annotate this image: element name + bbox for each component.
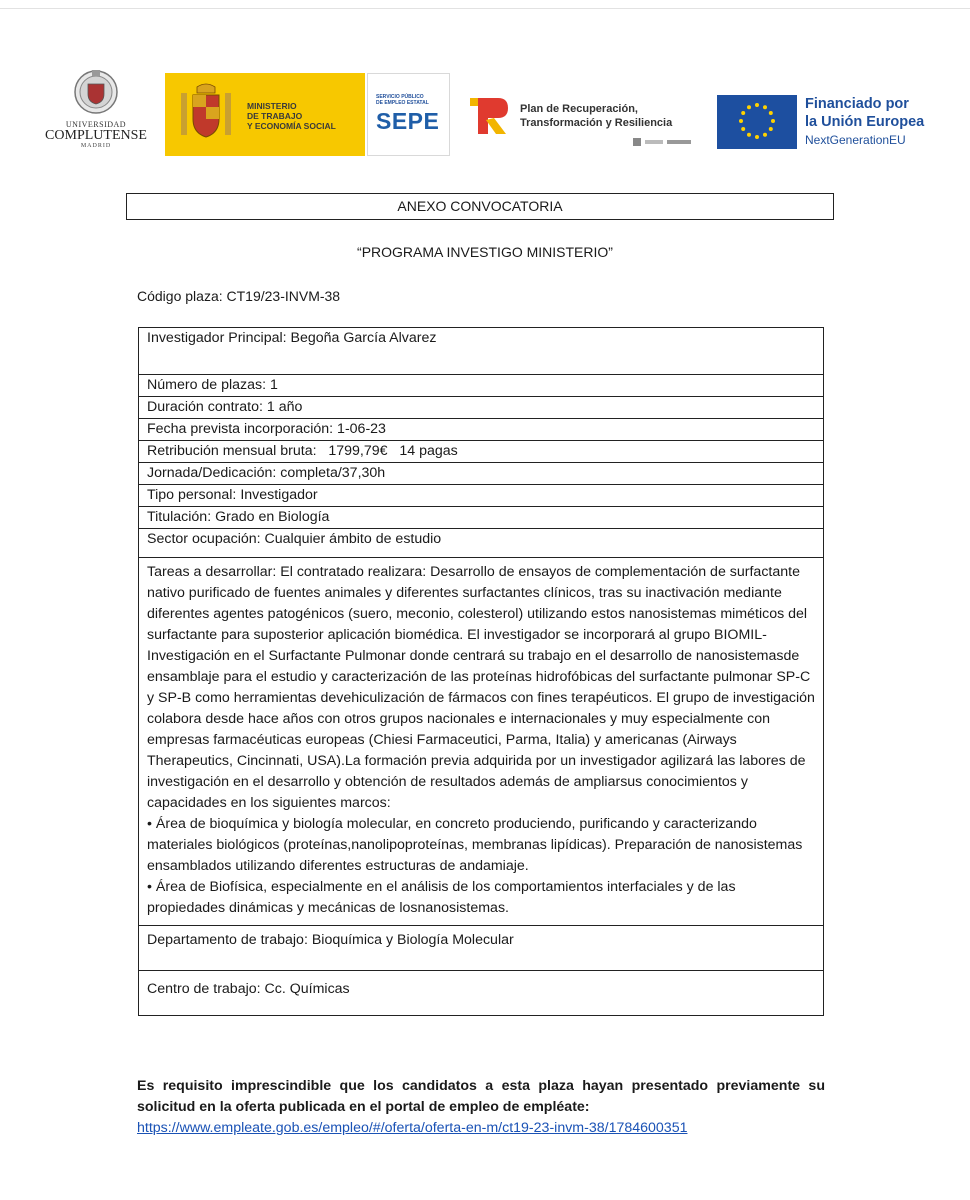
tareas-bullet-1: • Área de bioquímica y biología molecular, en concreto produciendo, purificando y caracterizando materiales biológicos (proteínas,nanolipoproteínas, membranas lipídicas). Preparación de nanosistemas ensamblados utilizando diferentes estructuras de andamiaje. (147, 816, 803, 874)
table-row (139, 971, 824, 1016)
sepe-logo (367, 73, 450, 156)
tareas-cell (139, 558, 824, 926)
investigador-cell: Investigador Principal: Begoña García Alvarez (139, 328, 824, 375)
table-row (139, 529, 824, 558)
eu-logo (717, 95, 947, 155)
sepe-subtitle: SERVICIO PÚBLICO DE EMPLEO ESTATAL (376, 94, 429, 106)
ministerio-text: MINISTERIO DE TRABAJO Y ECONOMÍA SOCIAL (247, 101, 336, 131)
prtr-logo (468, 92, 708, 152)
table-row (139, 926, 824, 971)
codigo-plaza: Código plaza: CT19/23-INVM-38 (137, 288, 341, 304)
top-divider (0, 8, 970, 9)
departamento-cell: Departamento de trabajo: Bioquímica y Biología Molecular (139, 926, 824, 971)
duracion-cell: Duración contrato: 1 año (139, 397, 824, 419)
gobierno-mini-icon (633, 137, 693, 147)
table-row (139, 419, 824, 441)
table-row (139, 397, 824, 419)
sector-cell: Sector ocupación: Cualquier ámbito de estudio (139, 529, 824, 558)
titulacion-cell: Titulación: Grado en Biología (139, 507, 824, 529)
prtr-r-icon (468, 94, 512, 138)
eu-flag-icon (717, 95, 797, 149)
fecha-cell: Fecha prevista incorporación: 1-06-23 (139, 419, 824, 441)
plazas-cell: Número de plazas: 1 (139, 375, 824, 397)
eu-text: Financiado por la Unión Europea NextGenerationEU (805, 96, 925, 147)
coat-of-arms-icon (177, 83, 235, 145)
prtr-text: Plan de Recuperación, Transformación y Resiliencia (520, 103, 673, 129)
job-details-table (138, 327, 824, 1016)
table-row (139, 507, 824, 529)
table-row (139, 463, 824, 485)
ministerio-logo (165, 73, 365, 156)
ucm-logo (40, 66, 152, 166)
table-row (139, 558, 824, 926)
table-row (139, 375, 824, 397)
centro-cell: Centro de trabajo: Cc. Químicas (139, 971, 824, 1016)
ucm-line2: COMPLUTENSE (45, 128, 147, 143)
sepe-wordmark: SEPE (376, 108, 440, 134)
ucm-line1: UNIVERSIDAD (65, 120, 127, 129)
table-row (139, 485, 824, 507)
tareas-text: Tareas a desarrollar: El contratado realizara: Desarrollo de ensayos de complementación de surfactante nativo purificado de fuentes animales y diferentes surfactantes clínicos, tras su inactivación mediante diferentes agentes patogénicos (suero, meconio, colesterol) utilizando estos nanosistemas miméticos del surfactante para suposterior aplicación biomédica. El investigador se incorporará al grupo BIOMIL- Investigación en el Surfactante Pulmonar donde centrará su trabajo en el desarrollo de nanosistemasde ensamblaje para el estudio y caracterización de las proteínas hidrofóbicas del surfactante pulmonar SP-C y SP-B como herramientas devehiculización de fármacos con fines terapéuticos. El grupo de investigación colabora desde hace años con otros grupos nacionales e internacionales y muy especialmente con empresas farmacéuticas europeas (Chiesi Farmaceutici, Parma, Italia) y americanas (Airways Therapeutics, Cincinnati, USA).La formación previa adquirida por un investigador agilizará las labores de investigación en el desarrollo y obtención de resultados además de ampliarsus conocimientos y capacidades en los siguientes marcos: (147, 564, 815, 811)
ucm-line3: MADRID (80, 143, 112, 149)
jornada-cell: Jornada/Dedicación: completa/37,30h (139, 463, 824, 485)
retribucion-cell: Retribución mensual bruta: 1799,79€ 14 pagas (139, 441, 824, 463)
tareas-bullet-2: • Área de Biofísica, especialmente en el análisis de los comportamientos interfaciales y de las propiedades dinámicas y mecánicas de losnanosistemas. (147, 879, 736, 916)
anexo-title-box: ANEXO CONVOCATORIA (126, 193, 834, 220)
programa-title: “PROGRAMA INVESTIGO MINISTERIO” (357, 244, 613, 260)
tipo-cell: Tipo personal: Investigador (139, 485, 824, 507)
table-row (139, 328, 824, 375)
table-row (139, 441, 824, 463)
empleate-link[interactable]: https://www.empleate.gob.es/empleo/#/oferta/oferta-en-m/ct19-23-invm-38/1784600351 (137, 1120, 688, 1136)
ucm-seal-icon (73, 66, 119, 118)
requisito-text: Es requisito imprescindible que los candidatos a esta plaza hayan presentado previamente su solicitud en la oferta publicada en el portal de empleo de empléate: (137, 1078, 825, 1115)
